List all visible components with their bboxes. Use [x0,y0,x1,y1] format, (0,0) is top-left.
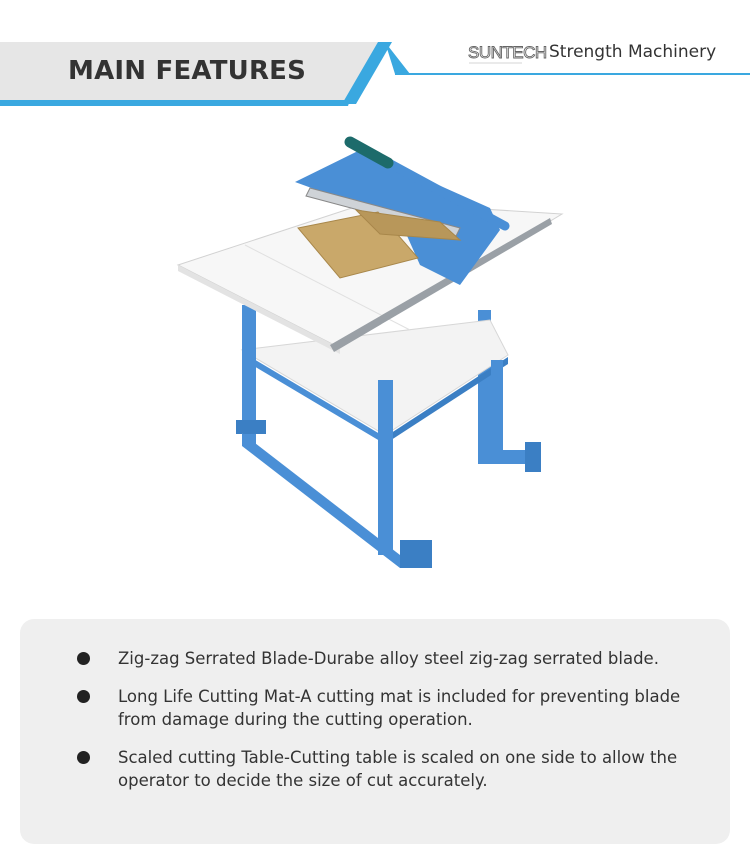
list-item [20,647,730,670]
page-title: MAIN FEATURES [68,56,307,86]
suntech-logo [466,36,547,70]
feature-list [20,647,730,807]
svg-text:SUNTECH: SUNTECH [468,43,547,62]
paper-cutter-machine-image [160,130,580,580]
feature-text: Long Life Cutting Mat-A cutting mat is included for preventing blade from damage during the cutting operation. [118,687,681,729]
list-item [20,746,730,792]
features-panel [20,619,730,844]
header-banner [0,0,750,112]
bullet-icon [77,690,90,703]
bullet-icon [77,652,90,665]
brand-name: Strength Machinery [549,42,717,62]
list-item [20,685,730,731]
feature-text: Scaled cutting Table-Cutting table is scaled on one side to allow the operator to decide the size of cut accurately. [118,748,678,790]
bullet-icon [77,751,90,764]
feature-text: Zig-zag Serrated Blade-Durabe alloy steel zig-zag serrated blade. [118,649,659,668]
